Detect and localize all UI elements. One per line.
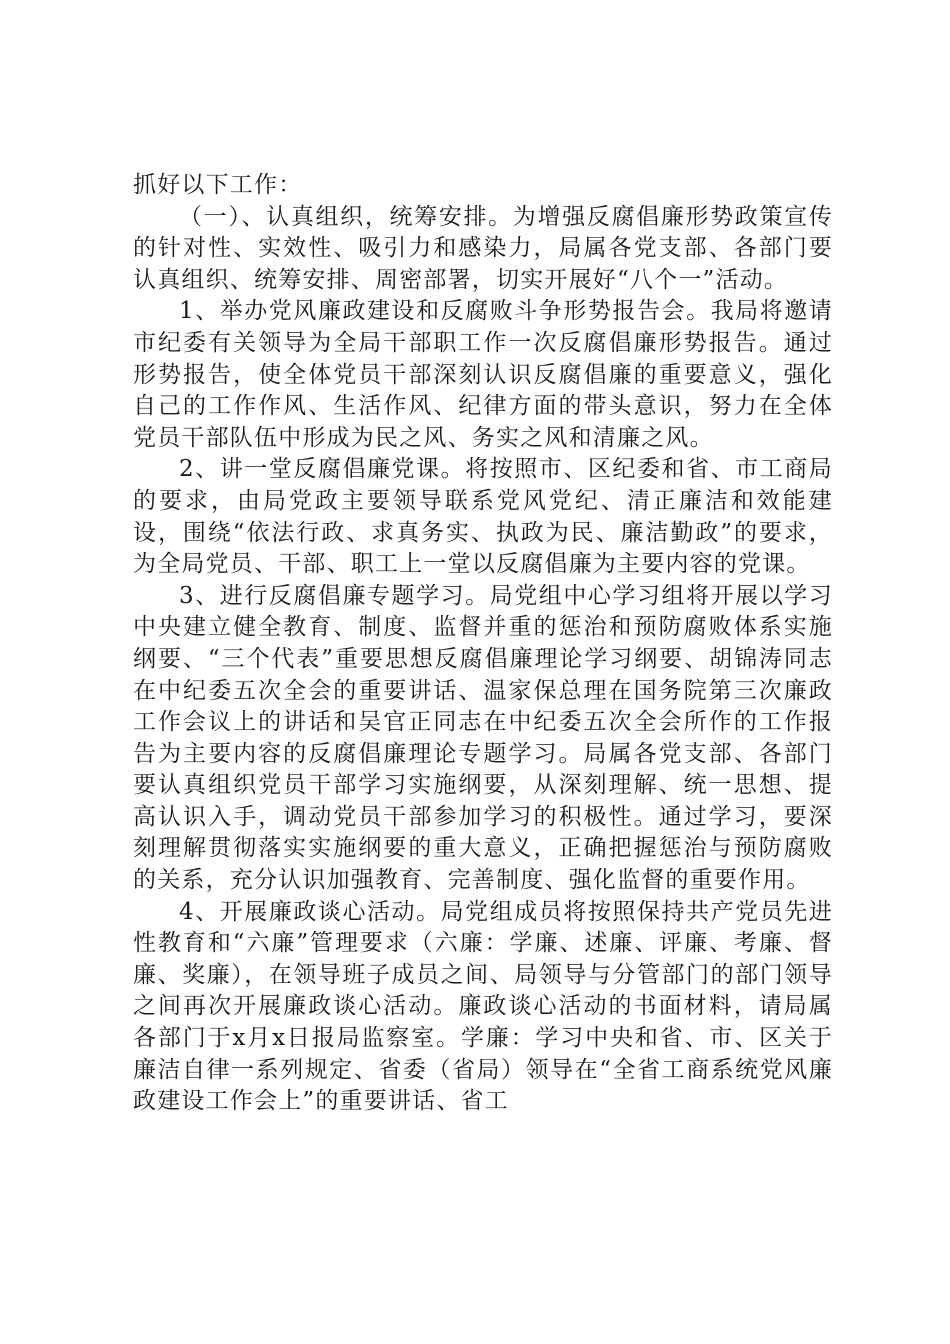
document-body bbox=[133, 170, 833, 1118]
paragraph-section-1: （一）、认真组织，统筹安排。为增强反腐倡廉形势政策宣传的针对性、实效性、吸引力和感染力，局属各党支部、各部门要认真组织、统筹安排、周密部署，切实开展好“八个一”活动。 bbox=[133, 203, 833, 293]
paragraph-item-1: 1、举办党风廉政建设和反腐败斗争形势报告会。我局将邀请市纪委有关领导为全局干部职工作一次反腐倡廉形势报告。通过形势报告，使全体党员干部深刻认识反腐倡廉的重要意义，强化自己的工作作风、生活作风、纪律方面的带头意识，努力在全体党员干部队伍中形成为民之风、务实之风和清廉之风。 bbox=[133, 298, 833, 451]
paragraph-item-3: 3、进行反腐倡廉专题学习。局党组中心学习组将开展以学习中央建立健全教育、制度、监督并重的惩治和预防腐败体系实施纲要、“三个代表”重要思想反腐倡廉理论学习纲要、胡锦涛同志在中纪委五次全会的重要讲话、温家保总理在国务院第三次廉政工作会议上的讲话和吴官正同志在中纪委五次全会所作的工作报告为主要内容的反腐倡廉理论专题学习。局属各党支部、各部门要认真组织党员干部学习实施纲要，从深刻理解、统一思想、提高认识入手，调动党员干部参加学习的积极性。通过学习，要深刻理解贯彻落实实施纲要的重大意义，正确把握惩治与预防腐败的关系，充分认识加强教育、完善制度、强化监督的重要作用。 bbox=[133, 582, 833, 894]
intro-line: 抓好以下工作： bbox=[133, 172, 303, 198]
paragraph-item-2: 2、讲一堂反腐倡廉党课。将按照市、区纪委和省、市工商局的要求，由局党政主要领导联系党风党纪、清正廉洁和效能建设，围绕“依法行政、求真务实、执政为民、廉洁勤政”的要求，为全局党员、干部、职工上一堂以反腐倡廉为主要内容的党课。 bbox=[133, 456, 833, 578]
paragraph-item-4: 4、开展廉政谈心活动。局党组成员将按照保持共产党员先进性教育和“六廉”管理要求（六廉：学廉、述廉、评廉、考廉、督廉、奖廉），在领导班子成员之间、局领导与分管部门的部门领导之间再次开展廉政谈心活动。廉政谈心活动的书面材料，请局属各部门于x月x日报局监察室。学廉：学习中央和省、市、区关于廉洁自律一系列规定、省委（省局）领导在“全省工商系统党风廉政建设工作会上”的重要讲话、省工 bbox=[133, 898, 833, 1115]
